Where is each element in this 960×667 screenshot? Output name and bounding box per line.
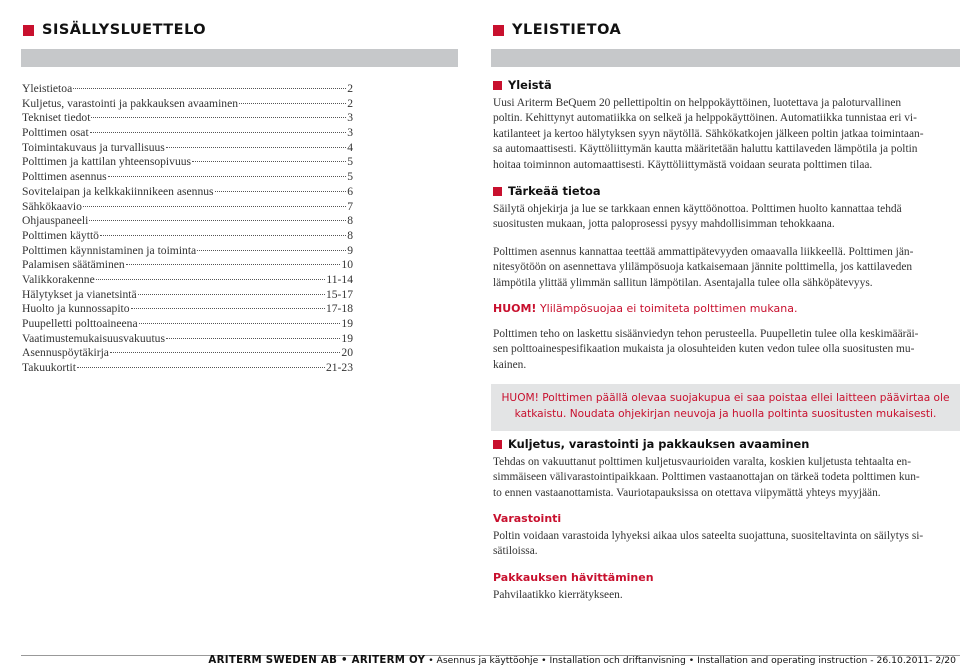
tarkeaa-heading: Tärkeää tietoa [493,184,931,200]
toc-entry-page: 19 [341,331,353,345]
toc-leader-dots [96,279,326,280]
toc-leader-dots [138,294,325,295]
section-tarkeaa: Tärkeää tietoa Säilytä ohjekirja ja lue se tarkkaan ennen käyttöönottoa. Polttimen huolto kannattaa tehdä suositusten mukaan, jotta paloprosessi pysyy mahdollisimman tehokkaana. Polttimen asennus kannattaa teettää ammattipätevyyden omaavalla liikkeellä. Polttimen jän- nitesyötöön on asennettava ylilämpösuoja katkaisemaan jännite polttimella, jos kattilaveden lämpötila ylittää ylimmän sallitun lämpötilan. Asentajalla tulee olla sähköpätevyys. HUOM! Ylilämpösuojaa ei toimiteta polttimen mukana. Polttimen teho on laskettu sisäänviedyn tehon perusteella. Puupelletin tulee olla keskimääräi- sen polttoainespesifikaation mukaista ja olosuhteiden kuten vedon tulee olla suositusten mu- kainen. [493,184,931,373]
toc-entry [22,258,353,273]
toc-entry-page: 19 [341,317,353,330]
yleista-text: Uusi Ariterm BeQuem 20 pellettipoltin on helppokäyttöinen, luotettava ja paloturvallinen poltin. Kehittynyt automatiikka on selkeä ja helppokäyttöinen. Automatiikka tunnistaa eri vi- katilanteet ja kertoo hälytyksen syyn näytöllä. Sähkökatkojen jälkeen poltin jatkaa toimintaan- sa automaattisesti. Käyttöliittymän kautta määritetään haluttu kattilaveden lämpötila ja poltin hoitaa toiminnon automaattisesti. Käyttöliittymästä voidaan seurata polttimen tilaa. [493,96,924,171]
toc-entry-title: Kuljetus, varastointi ja pakkauksen avaaminen [22,96,239,110]
header-bar-right [491,49,960,67]
section-kuljetus: Kuljetus, varastointi ja pakkauksen avaaminen Tehdas on vakuuttanut polttimen kuljetusvaurioiden varalta, koskien kuljetusta tehtaalta en- simmäiseen välivarastointipaikkaan. Polttimen vastaanottajan on tärkeä todeta polttimen kun- to ennen vastaanottamista. Vauriotapauksissa on otettava viipymättä yhteys myyjään. [493,437,931,501]
toc-entry [22,346,353,361]
toc-entry-title: Toimintakuvaus ja turvallisuus [22,140,165,154]
toc-entry-title: Polttimen käynnistaminen ja toiminta [22,243,197,257]
huom-warning: HUOM! Ylilämpösuojaa ei toimiteta polttimen mukana. [493,302,798,315]
toc-leader-dots [126,264,341,265]
section-havittaminen: Pakkauksen hävittäminen Pahvilaatikko kierrätykseen. [493,570,931,603]
footer-brand: ARITERM SWEDEN AB • ARITERM OY [208,655,426,666]
toc-leader-dots [215,191,347,192]
toc-entry-title: Huolto ja kunnossapito [22,302,130,316]
red-square-icon [23,25,34,36]
toc-entry-title: Polttimen käyttö [22,228,99,242]
toc-leader-dots [89,220,346,221]
toc-entry [22,332,353,347]
toc-entry-page: 21-23 [325,361,353,375]
red-square-icon [493,81,502,90]
toc-entry-title: Hälytykset ja vianetsintä [22,287,137,301]
toc-entry [22,273,353,288]
toc-entry-page: 2 [347,82,353,95]
toc-leader-dots [100,235,346,236]
toc-entry-title: Yleistietoa [22,82,73,95]
toc-leader-dots [83,206,346,207]
toc-entry [22,229,353,244]
toc-entry [22,82,353,97]
toc-entry-page: 5 [347,155,353,169]
header-bar-left [21,49,458,67]
general-header [493,22,621,38]
toc-leader-dots [239,103,346,104]
toc-entry [22,111,353,126]
toc-leader-dots [139,323,341,324]
toc-entry [22,141,353,156]
toc-leader-dots [73,88,346,89]
toc-entry-page: 17-18 [325,302,353,316]
toc-leader-dots [108,176,347,177]
toc-entry-title: Tekniset tiedot [22,111,91,125]
toc-entry-page: 20 [341,346,353,360]
toc-entry-page: 11-14 [326,272,353,286]
toc-entry-page: 4 [347,140,353,154]
toc-entry-title: Sähkökaavio [22,199,82,213]
toc-entry-title: Ohjauspaneeli [22,214,89,228]
toc-entry-title: Puupelletti polttoaineena [22,317,138,330]
toc-entry-page: 3 [347,126,353,140]
red-square-icon [493,25,504,36]
table-of-contents [22,82,353,376]
toc-header [23,22,206,38]
toc-leader-dots [192,161,346,162]
toc-entry [22,170,353,185]
section-varastointi: Varastointi Poltin voidaan varastoida lyhyeksi aikaa ulos sateelta suojattuna, suositeltavinta on säilytys si- sätiloissa. [493,511,931,560]
yleista-heading: Yleistä [493,78,931,94]
toc-entry [22,302,353,317]
toc-entry-page: 8 [347,228,353,242]
toc-entry [22,214,353,229]
toc-leader-dots [131,308,325,309]
toc-leader-dots [166,147,346,148]
toc-leader-dots [91,117,346,118]
toc-entry-title: Polttimen asennus [22,170,107,184]
toc-entry [22,126,353,141]
notice-box: HUOM! Polttimen päällä olevaa suojakupua ei saa poistaa ellei laitteen päävirtaa ole katkaistu. Noudata ohjekirjan neuvoja ja huolla poltinta suositusten mukaisesti. [491,384,960,431]
toc-entry-title: Polttimen ja kattilan yhteensopivuus [22,155,192,169]
toc-entry-title: Valikkorakenne [22,272,95,286]
toc-entry-title: Takuukortit [22,361,76,375]
toc-entry [22,361,353,376]
varastointi-heading: Varastointi [493,512,562,525]
toc-entry [22,244,353,259]
toc-entry-page: 6 [347,184,353,198]
toc-entry-title: Polttimen osat [22,126,89,140]
red-square-icon [493,187,502,196]
toc-entry [22,97,353,112]
toc-entry-title: Palamisen säätäminen [22,258,125,272]
toc-header-title: SISÄLLYSLUETTELO [42,22,207,38]
toc-leader-dots [110,352,340,353]
toc-leader-dots [166,338,340,339]
toc-entry-page: 5 [347,170,353,184]
havittaminen-heading: Pakkauksen hävittäminen [493,571,654,584]
toc-entry-page: 15-17 [325,287,353,301]
toc-entry-page: 8 [347,214,353,228]
footer-text: • Asennus ja käyttöohje • Installation och driftanvisning • Installation and operating instruction - 26.10.2011- 2/20 [425,655,956,666]
toc-entry-title: Sovitelaipan ja kelkkakiinnikeen asennus [22,184,214,198]
toc-entry-page: 7 [347,199,353,213]
toc-leader-dots [197,250,346,251]
toc-entry [22,185,353,200]
section-yleista [493,78,931,173]
toc-entry-page: 2 [347,96,353,110]
toc-leader-dots [77,367,325,368]
toc-leader-dots [90,132,347,133]
red-square-icon [493,440,502,449]
toc-entry-page: 3 [347,111,353,125]
toc-entry [22,155,353,170]
toc-entry [22,288,353,303]
toc-entry-page: 10 [341,258,353,272]
toc-entry [22,317,353,332]
footer [208,655,956,666]
toc-entry-page: 9 [347,243,353,257]
toc-entry-title: Asennuspöytäkirja [22,346,109,360]
toc-entry [22,200,353,215]
toc-entry-title: Vaatimustemukaisuusvakuutus [22,331,165,345]
kuljetus-heading: Kuljetus, varastointi ja pakkauksen avaaminen [493,437,931,453]
general-header-title: YLEISTIETOA [512,22,622,38]
